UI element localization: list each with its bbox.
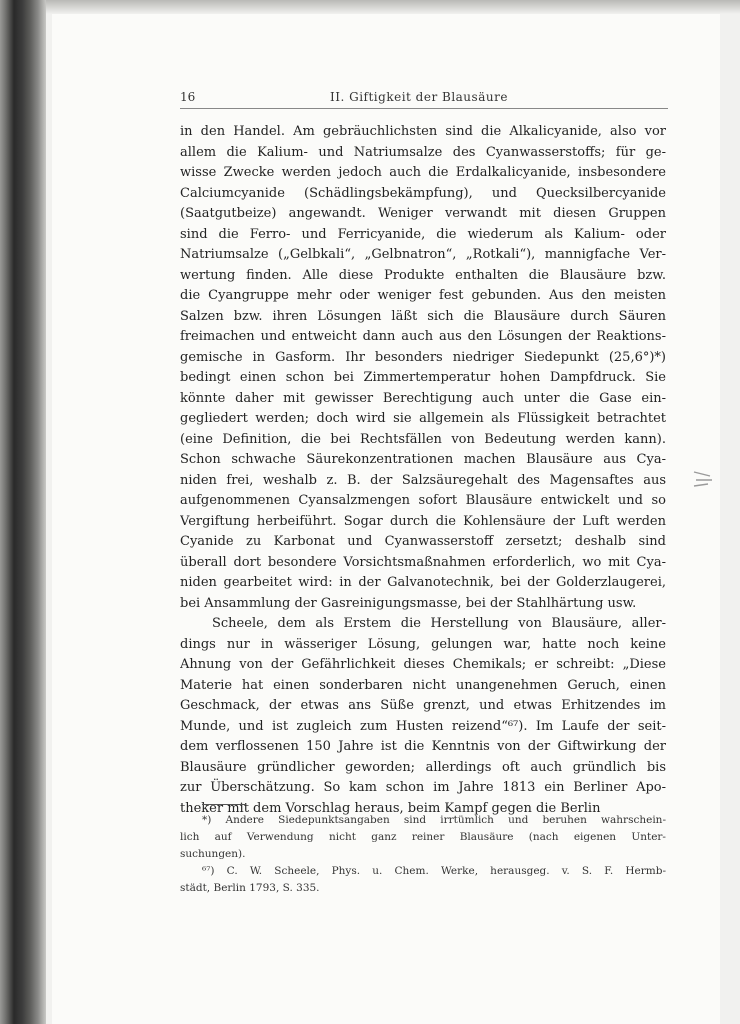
body-line: dem verflossenen 150 Jahre ist die Kenntnis von der Giftwirkung der (180, 739, 666, 754)
footnote-line: städt, Berlin 1793, S. 335. (180, 882, 320, 894)
body-line: die Cyangruppe mehr oder weniger fest gebunden. Aus den meisten (180, 288, 666, 303)
body-line: Munde, und ist zugleich zum Husten reizend“⁶⁷). Im Laufe der seit- (180, 718, 666, 734)
body-line: theker mit dem Vorschlag heraus, beim Kampf gegen die Berlin (180, 800, 601, 816)
body-line: (eine Definition, die bei Rechtsfällen von Bedeutung werden kann). (180, 431, 666, 447)
page-header (180, 90, 668, 109)
body-text (180, 122, 666, 819)
body-line: Scheele, dem als Erstem die Herstellung von Blausäure, aller- (212, 616, 666, 631)
body-line: (Saatgutbeize) angewandt. Weniger verwandt mit diesen Gruppen (180, 206, 666, 221)
body-line: bedingt einen schon bei Zimmertemperatur hohen Dampfdruck. Sie (180, 370, 666, 385)
footnote-line: ⁶⁷) C. W. Scheele, Phys. u. Chem. Werke, herausgeg. v. S. F. Hermb- (202, 865, 666, 877)
body-line: Salzen bzw. ihren Lösungen läßt sich die Blausäure durch Säuren (180, 308, 666, 324)
body-line: Calciumcyanide (Schädlingsbekämpfung), und Quecksilbercyanide (180, 185, 666, 201)
body-line: Vergiftung herbeiführt. Sogar durch die Kohlensäure der Luft werden (180, 513, 666, 529)
body-line: wertung finden. Alle diese Produkte enthalten die Blausäure bzw. (180, 267, 666, 283)
body-line: könnte daher mit gewisser Berechtigung auch unter die Gase ein- (180, 390, 666, 406)
body-line: allem die Kalium- und Natriumsalze des Cyanwasserstoffs; für ge- (180, 144, 666, 160)
body-line: gegliedert werden; doch wird sie allgemein als Flüssigkeit betrachtet (180, 411, 666, 426)
body-line: wisse Zwecke werden jedoch auch die Erdalkalicyanide, insbesondere (180, 165, 666, 180)
body-line: in den Handel. Am gebräuchlichsten sind die Alkalicyanide, also vor (180, 124, 666, 139)
body-line: sind die Ferro- und Ferricyanide, die wiederum als Kalium- oder (180, 226, 666, 242)
footnote-rule (202, 804, 246, 805)
body-line: aufgenommenen Cyansalzmengen sofort Blausäure entwickelt und so (180, 493, 666, 508)
body-line: Geschmack, der etwas ans Süße grenzt, und etwas Erhitzendes im (180, 698, 666, 713)
footnotes (180, 812, 666, 897)
footnote-line: *) Andere Siedepunktsangaben sind irrtümlich und beruhen wahrschein- (202, 814, 666, 826)
body-line: Ahnung von der Gefährlichkeit dieses Chemikals; er schreibt: „Diese (180, 657, 666, 672)
body-line: zur Überschätzung. So kam schon im Jahre 1813 ein Berliner Apo- (180, 780, 666, 795)
page-top-shadow (46, 0, 740, 14)
body-line: Schon schwache Säurekonzentrationen machen Blausäure aus Cya- (180, 452, 666, 467)
footnote-line: suchungen). (180, 848, 246, 860)
body-line: niden gearbeitet wird: in der Galvanotechnik, bei der Golderzlaugerei, (180, 575, 666, 590)
body-line: Blausäure gründlicher geworden; allerdings oft auch gründlich bis (180, 759, 666, 775)
body-line: freimachen und entweicht dann auch aus den Lösungen der Reaktions- (180, 329, 666, 344)
margin-marks (692, 468, 714, 492)
body-line: dings nur in wässeriger Lösung, gelungen war, hatte noch keine (180, 636, 666, 652)
book-binding-edge (0, 0, 46, 1024)
body-line: überall dort besondere Vorsichtsmaßnahmen erforderlich, wo mit Cya- (180, 554, 666, 570)
body-line: Materie hat einen sonderbaren nicht unangenehmen Geruch, einen (180, 677, 666, 693)
page-number: 16 (180, 90, 196, 104)
footnote-line: lich auf Verwendung nicht ganz reiner Blausäure (nach eigenen Unter- (180, 831, 666, 843)
body-line: Natriumsalze („Gelbkali“, „Gelbnatron“, „Rotkali“), mannigfache Ver- (180, 247, 666, 262)
body-line: gemische in Gasform. Ihr besonders niedriger Siedepunkt (25,6°)*) (180, 349, 666, 365)
body-line: niden frei, weshalb z. B. der Salzsäuregehalt des Magensaftes aus (180, 472, 666, 488)
body-line: Cyanide zu Karbonat und Cyanwasserstoff zersetzt; deshalb sind (180, 534, 666, 549)
running-title: II. Giftigkeit der Blausäure (330, 90, 508, 104)
body-line: bei Ansammlung der Gasreinigungsmasse, bei der Stahlhärtung usw. (180, 595, 637, 611)
